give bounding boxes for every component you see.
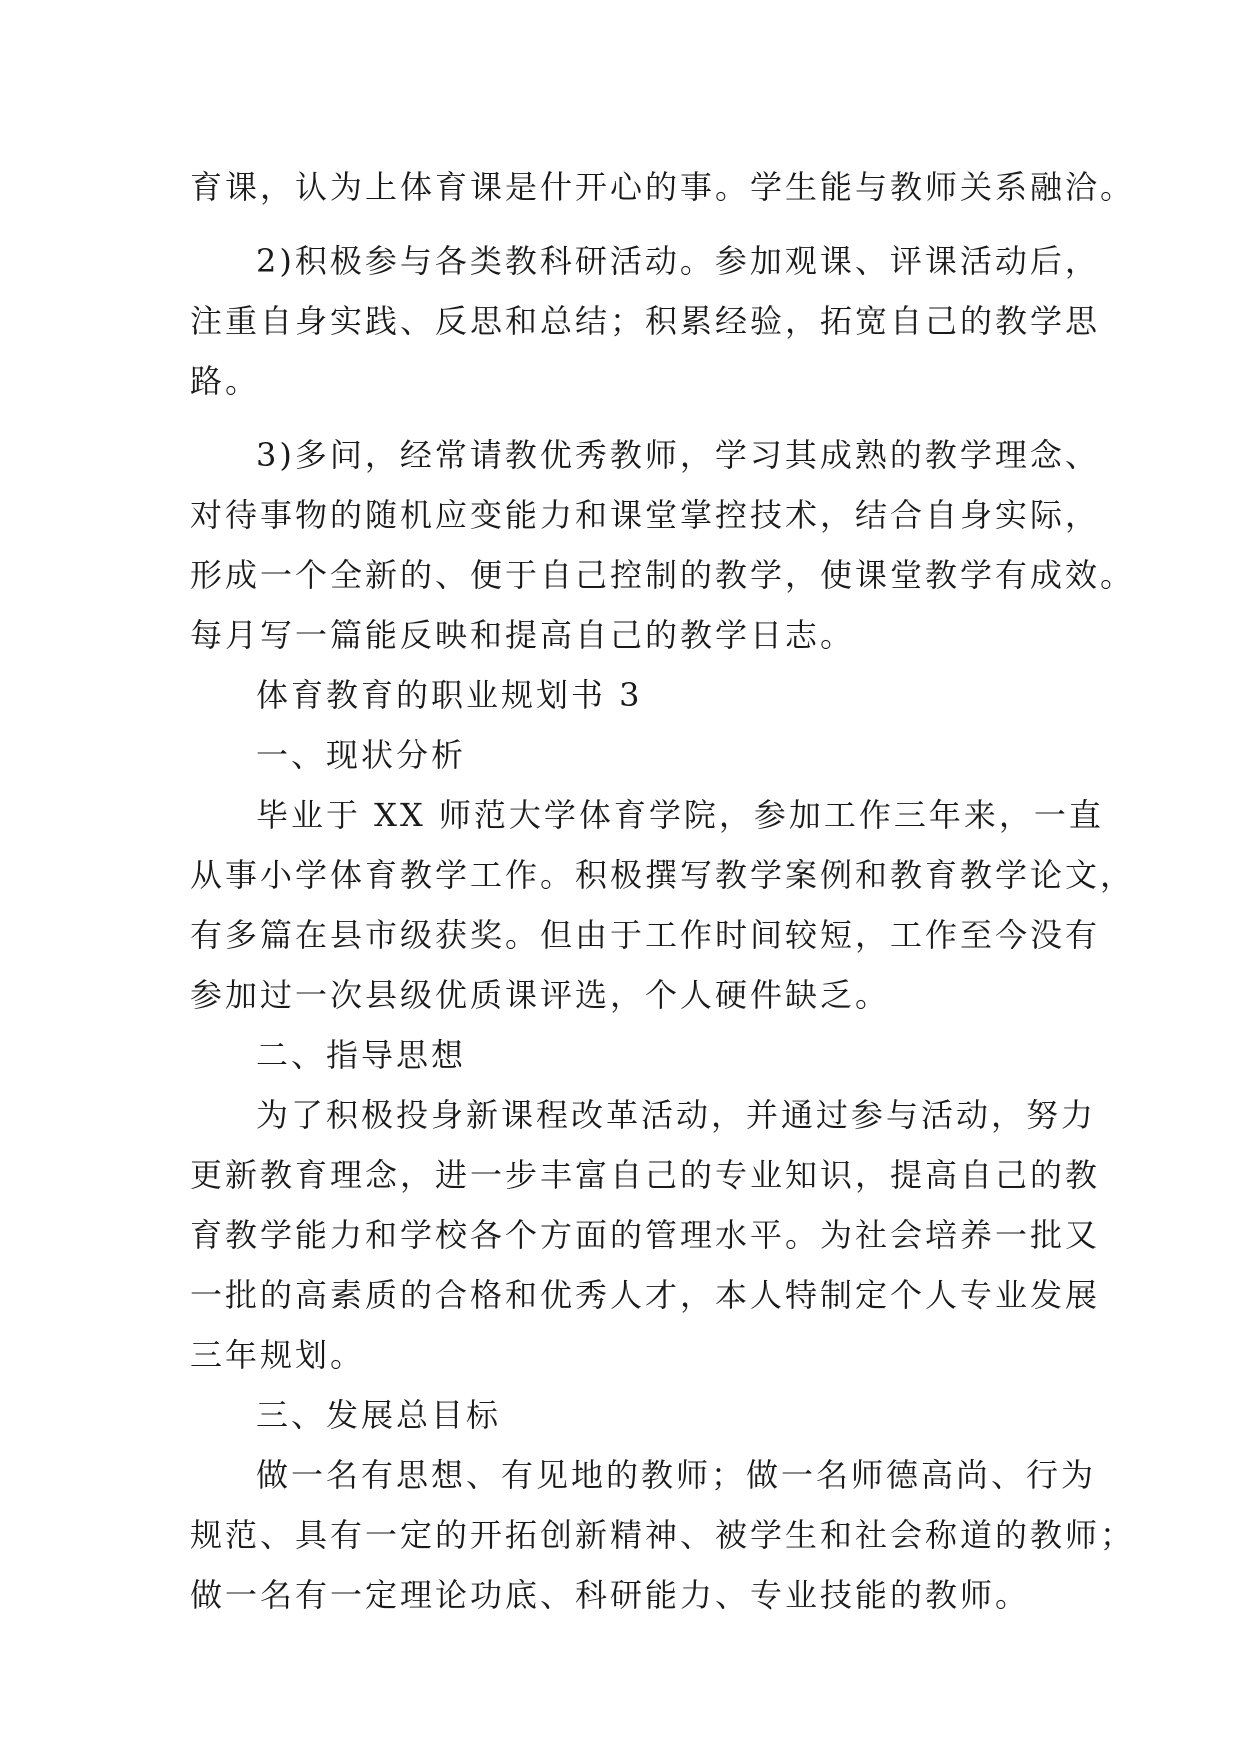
paragraph-start: 2)积极参与各类教科研活动。参加观课、评课活动后， (256, 242, 1100, 280)
text-line: 每月写一篇能反映和提高自己的教学日志。 (190, 616, 856, 654)
text-line: 参加过一次县级优质课评选，个人硬件缺乏。 (190, 976, 891, 1014)
text-line: 形成一个全新的、便于自己控制的教学，使课堂教学有成效。 (190, 556, 1136, 594)
paragraph-start: 做一名有思想、有见地的教师；做一名师德高尚、行为 (256, 1456, 1097, 1494)
text-line: 规范、具有一定的开拓创新精神、被学生和社会称道的教师； (190, 1516, 1136, 1554)
text-line: 做一名有一定理论功底、科研能力、专业技能的教师。 (190, 1576, 1031, 1614)
section-title: 体育教育的职业规划书 3 (256, 676, 643, 714)
text-line: 三年规划。 (190, 1336, 366, 1374)
text-line: 路。 (190, 362, 261, 400)
paragraph-start: 为了积极投身新课程改革活动，并通过参与活动，努力 (256, 1096, 1097, 1134)
section-heading: 一、现状分析 (256, 736, 467, 774)
text-line: 更新教育理念，进一步丰富自己的专业知识，提高自己的教 (190, 1156, 1101, 1194)
text-line: 从事小学体育教学工作。积极撰写教学案例和教育教学论文， (190, 856, 1136, 894)
text-line: 注重自身实践、反思和总结；积累经验，拓宽自己的教学思 (190, 302, 1101, 340)
text-line: 一批的高素质的合格和优秀人才，本人特制定个人专业发展 (190, 1276, 1101, 1314)
text-line: 有多篇在县市级获奖。但由于工作时间较短，工作至今没有 (190, 916, 1101, 954)
text-line: 育教学能力和学校各个方面的管理水平。为社会培养一批又 (190, 1216, 1101, 1254)
paragraph-start: 3)多问，经常请教优秀教师，学习其成熟的教学理念、 (256, 436, 1100, 474)
paragraph-start: 毕业于 XX 师范大学体育学院，参加工作三年来，一直 (256, 796, 1104, 834)
section-heading: 三、发展总目标 (256, 1396, 502, 1434)
text-line: 对待事物的随机应变能力和课堂掌控技术，结合自身实际， (190, 496, 1101, 534)
document-body (190, 157, 1136, 1625)
text-line: 育课，认为上体育课是什开心的事。学生能与教师关系融洽。 (190, 168, 1136, 206)
section-heading: 二、指导思想 (256, 1036, 467, 1074)
